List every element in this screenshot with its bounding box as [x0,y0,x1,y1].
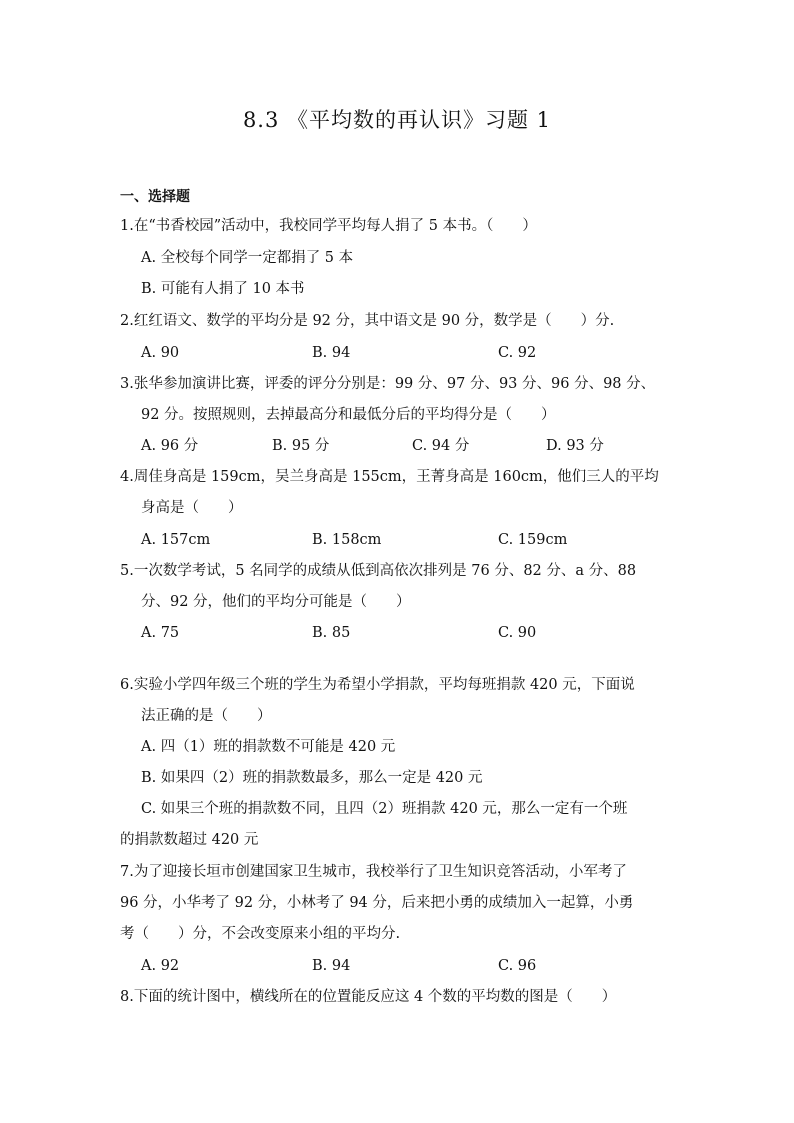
section-heading: 一、选择题 [120,189,190,205]
question-4-stem-line-1: 4.周佳身高是 159cm，吴兰身高是 155cm，王菁身高是 160cm，他们三人的平均 [120,469,659,485]
question-6-option-b: B. 如果四（2）班的捐款数最多，那么一定是 420 元 [141,770,483,786]
question-1-stem: 1.在“书香校园”活动中，我校同学平均每人捐了 5 本书。（ ） [120,218,537,234]
question-3-option-c: C. 94 分 [412,438,470,454]
question-3-option-b: B. 95 分 [272,438,330,454]
question-5-option-b: B. 85 [312,625,351,641]
question-5-option-a: A. 75 [141,625,180,641]
question-7-stem-line-3: 考（ ）分，不会改变原来小组的平均分. [120,926,401,942]
question-3-stem-line-2: 92 分。按照规则，去掉最高分和最低分后的平均得分是（ ） [141,407,556,423]
question-4-stem-line-2: 身高是（ ） [141,500,243,516]
question-7-option-c: C. 96 [498,958,537,974]
question-5-stem-line-1: 5.一次数学考试，5 名同学的成绩从低到高依次排列是 76 分、82 分、a 分、88 [120,563,637,579]
question-1-option-b: B. 可能有人捐了 10 本书 [141,281,305,297]
page-title: 8.3 《平均数的再认识》习题 1 [242,108,552,132]
question-4-option-c: C. 159cm [498,532,568,548]
question-5-option-c: C. 90 [498,625,537,641]
question-5-stem-line-2: 分、92 分，他们的平均分可能是（ ） [141,594,411,610]
question-3-option-a: A. 96 分 [141,438,199,454]
question-6-option-a: A. 四（1）班的捐款数不可能是 420 元 [141,739,396,755]
question-7-option-a: A. 92 [141,958,180,974]
question-6-stem-line-1: 6.实验小学四年级三个班的学生为希望小学捐款，平均每班捐款 420 元，下面说 [120,677,635,693]
question-6-stem-line-2: 法正确的是（ ） [141,708,272,724]
question-7-stem-line-1: 7.为了迎接长垣市创建国家卫生城市，我校举行了卫生知识竞答活动，小军考了 [120,864,627,880]
question-7-stem-line-2: 96 分，小华考了 92 分，小林考了 94 分，后来把小勇的成绩加入一起算，小勇 [120,895,634,911]
question-1-option-a: A. 全校每个同学一定都捐了 5 本 [141,250,354,266]
question-6-option-c: C. 如果三个班的捐款数不同，且四（2）班捐款 420 元，那么一定有一个班 [141,801,628,817]
question-3-stem-line-1: 3.张华参加演讲比赛，评委的评分分别是：99 分、97 分、93 分、96 分、98 分、 [120,376,656,392]
question-2-stem: 2.红红语文、数学的平均分是 92 分，其中语文是 90 分，数学是（ ）分. [120,313,615,329]
question-2-option-b: B. 94 [312,345,351,361]
question-4-option-b: B. 158cm [312,532,382,548]
question-8-stem: 8.下面的统计图中，横线所在的位置能反应这 4 个数的平均数的图是（ ） [120,989,617,1005]
question-2-option-c: C. 92 [498,345,537,361]
question-2-option-a: A. 90 [141,345,180,361]
question-3-option-d: D. 93 分 [546,438,604,454]
question-6-option-c-continued: 的捐款数超过 420 元 [120,832,259,848]
question-4-option-a: A. 157cm [141,532,211,548]
question-7-option-b: B. 94 [312,958,351,974]
